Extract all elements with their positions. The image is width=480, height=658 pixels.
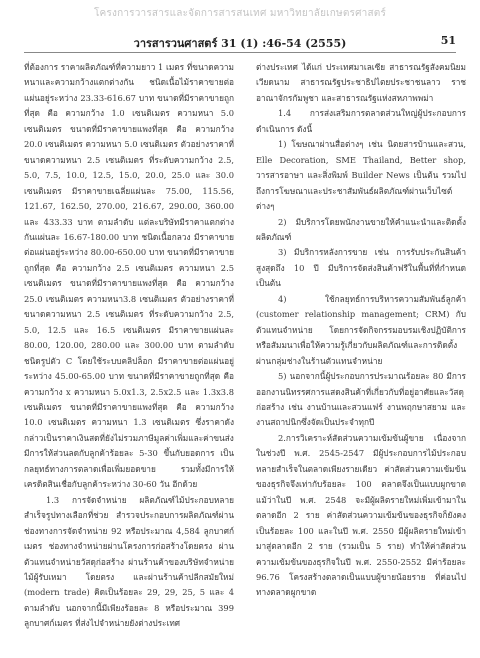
right-paragraph-1: ต่างประเทศ ได้แก่ ประเทศมาเลเซีย สาธารณรัฐสังคมนิยมเวียดนาม สาธารณรัฐประชาธิปไตยประชาชนลาว ราชอาณาจักรกัมพูชา และสาธารณรัฐแห่งสหภาพพม่า bbox=[256, 62, 466, 103]
right-paragraph-2: 1.4 การส่งเสริมการตลาดส่วนใหญ่ผู้ประกอบการดำเนินการ ดังนี้ bbox=[256, 108, 466, 134]
page-number: 51 bbox=[440, 34, 456, 47]
right-paragraph-7: 5) นอกจากนี้ผู้ประกอบการประมาณร้อยละ 80 มีการออกงานนิทรรศการแสดงสินค้าที่เกี่ยวกับที่อยู่อาศัยและวัสดุก่อสร้าง เช่น งานบ้านและสวนแฟร์ งานพฤกษาสยาม และงานสถาปนิกซึ่งจัดเป็นประจำทุกปี bbox=[256, 371, 466, 428]
running-header bbox=[24, 34, 456, 53]
right-paragraph-5: 3) มีบริการหลังการขาย เช่น การรับประกันสินค้าสูงสุดถึง 10 ปี มีบริการจัดส่งสินค้าฟรีในพื้นที่ที่กำหนด เป็นต้น bbox=[256, 247, 466, 289]
right-paragraph-8: 2.การวิเคราะห์สัดส่วนความเข้มข้นผู้ขาย เนื่องจากในช่วงปี พ.ศ. 2545-2547 มีผู้ประกอบการไม้ประกอบหลายสำเร็จในตลาดเพียงรายเดียว ค่าสัดส่วนความเข้มข้นของธุรกิจจึงเท่ากับร้อยละ 100 ตลาดจึงเป็นแบบผูกขาด แม้ว่าในปี พ.ศ. 2548 จะมีผู้ผลิตรายใหม่เพิ่มเข้ามาในตลาดอีก 2 ราย ค่าสัดส่วนความเข้มข้นของธุรกิจก็ยังคงเป็นร้อยละ 100 และในปี พ.ศ. 2550 มีผู้ผลิตรายใหม่เข้ามาสู่ตลาดอีก 2 ราย (รวมเป็น 5 ราย) ทำให้ค่าสัดส่วนความเข้มข้นของธุรกิจในปี พ.ศ. 2550-2552 มีค่าร้อยละ 96.76 โครงสร้างตลาดเป็นแบบผู้ขายน้อยราย ที่ค่อนไปทางตลาดผูกขาด bbox=[256, 432, 466, 598]
watermark: โครงการวารสารและจัดการสารสนเทศ มหาวิทยาลัยเกษตรศาสตร์ bbox=[93, 8, 387, 19]
right-paragraph-4: 2) มีบริการโดยพนักงานขายให้คำแนะนำและติดตั้งผลิตภัณฑ์ bbox=[256, 216, 466, 242]
right-column bbox=[256, 60, 466, 652]
left-column bbox=[24, 60, 234, 652]
right-paragraph-6: 4) ใช้กลยุทธ์การบริหารความสัมพันธ์ลูกค้า (customer relationship management; CRM) กับตัวแทนจำหน่าย โดยการจัดกิจกรรมอบรมเชิงปฏิบัติการหรือสัมมนาเพื่อให้ความรู้เกี่ยวกับผลิตภัณฑ์และการติดตั้งผ่านกลุ่มช่างในร้านตัวแทนจำหน่าย bbox=[256, 293, 466, 366]
left-paragraph-2: 1.3 การจัดจำหน่าย ผลิตภัณฑ์ไม้ประกอบหลายสำเร็จรูปทางเลือกที่ช่วย สำรวจประกอบการผลิตภัณฑ์ผ่านช่องทางการจัดจำหน่าย 92 หรือประมาณ 4,584 ลูกบาศก์เมตร ช่องทางจำหน่ายผ่านโครงการก่อสร้างโดยตรง ผ่านตัวแทนจำหน่ายวัสดุก่อสร้าง ผ่านร้านค้าของบริษัทจำหน่ายไม้ผู้รับเหมา โดยตรง และผ่านร้านค้าปลีกสมัยใหม่ (modern trade) คิดเป็นร้อยละ 29, 29, 25, 5 และ 4 ตามลำดับ นอกจากนี้มีเพียงร้อยละ 8 หรือประมาณ 399 ลูกบาศก์เมตร ที่ส่งไปจำหน่ายยังต่างประเทศ bbox=[24, 494, 234, 629]
left-paragraph-1: ที่ต้องการ ราคาผลิตภัณฑ์ที่ความยาว 1 เมตร ที่ขนาดความหนาและความกว้างแตกต่างกัน ชนิดเนื้อไม้ราคาขายต่อแผ่นอยู่ระหว่าง 23.33-616.67 บาท ขนาดที่มีราคาขายถูกที่สุด คือ ความกว้าง 1.0 เซนติเมตร ความหนา 5.0 เซนติเมตร ขนาดที่มีราคาขายแพงที่สุด คือ ความกว้าง 20.0 เซนติเมตร ความหนา 5.0 เซนติเมตร ตัวอย่างราคาที่ขนาดความหนา 2.5 เซนติเมตร ที่ระดับความกว้าง 2.5, 5.0, 7.5, 10.0, 12.5, 15.0, 20.0, 25.0 และ 30.0 เซนติเมตร มีราคาขายเฉลี่ยแผ่นละ 75.00, 115.56, 121.67, 162.50, 270.00, 216.67, 290.00, 360.00 และ 433.33 บาท ตามลำดับ แต่ละบริษัทมีราคาแตกต่างกันแผ่นละ 16.67-180.00 บาท ชนิดเนื้อกลวง มีราคาขายต่อแผ่นอยู่ระหว่าง 80.00-650.00 บาท ขนาดที่มีราคาขายถูกที่สุด คือ ความกว้าง 2.5 เซนติเมตร ความหนา 2.5 เซนติเมตร ขนาดที่มีราคาขายแพงที่สุด คือ ความกว้าง 25.0 เซนติเมตร ความหนา3.8 เซนติเมตร ตัวอย่างราคาที่ขนาดความหนา 2.5 เซนติเมตร ที่ระดับความกว้าง 2.5, 5.0, 12.5 และ 16.5 เซนติเมตร มีราคาขายแผ่นละ 80.00, 120.00, 280.00 และ 300.00 บาท ตามลำดับ ชนิดรูปตัว C โดยใช้ระบบคลิปล็อก มีราคาขายต่อแผ่นอยู่ระหว่าง 45.00-65.00 บาท ขนาดที่มีราคาขายถูกที่สุด คือ ความกว้าง x ความหนา 5.0x1.3, 2.5x2.5 และ 1.3x3.8 เซนติเมตร ขนาดที่มีราคาขายแพงที่สุด คือ ความกว้าง 10.0 เซนติเมตร ความหนา 1.3 เซนติเมตร ซึ่งราคาดังกล่าวเป็นราคาเงินสดที่ยังไม่รวมภาษีมูลค่าเพิ่มและค่าขนส่ง มีการให้ส่วนลดกับลูกค้าร้อยละ 5-30 ขึ้นกับยอดการ เป็นกลยุทธ์ทางการตลาดเพื่อเพิ่มยอดขาย รวมทั้งมีการให้เครดิตสินเชื่อกับลูกค้าระหว่าง 30-60 วัน อีกด้วย bbox=[24, 62, 234, 490]
journal-citation: วารสารวนศาสตร์ 31 (1) :46-54 (2555) bbox=[133, 37, 347, 50]
right-paragraph-3: 1) โฆษณาผ่านสื่อต่างๆ เช่น นิตยสารบ้านและสวน, Elle Decoration, SME Thailand, Better shop, วารสารอาษา และสิ่งพิมพ์ Builder News เป็นต้น รวมไปถึงการโฆษณาและประชาสัมพันธ์ผลิตภัณฑ์ผ่านเว็บไซต์ต่างๆ bbox=[256, 139, 466, 212]
